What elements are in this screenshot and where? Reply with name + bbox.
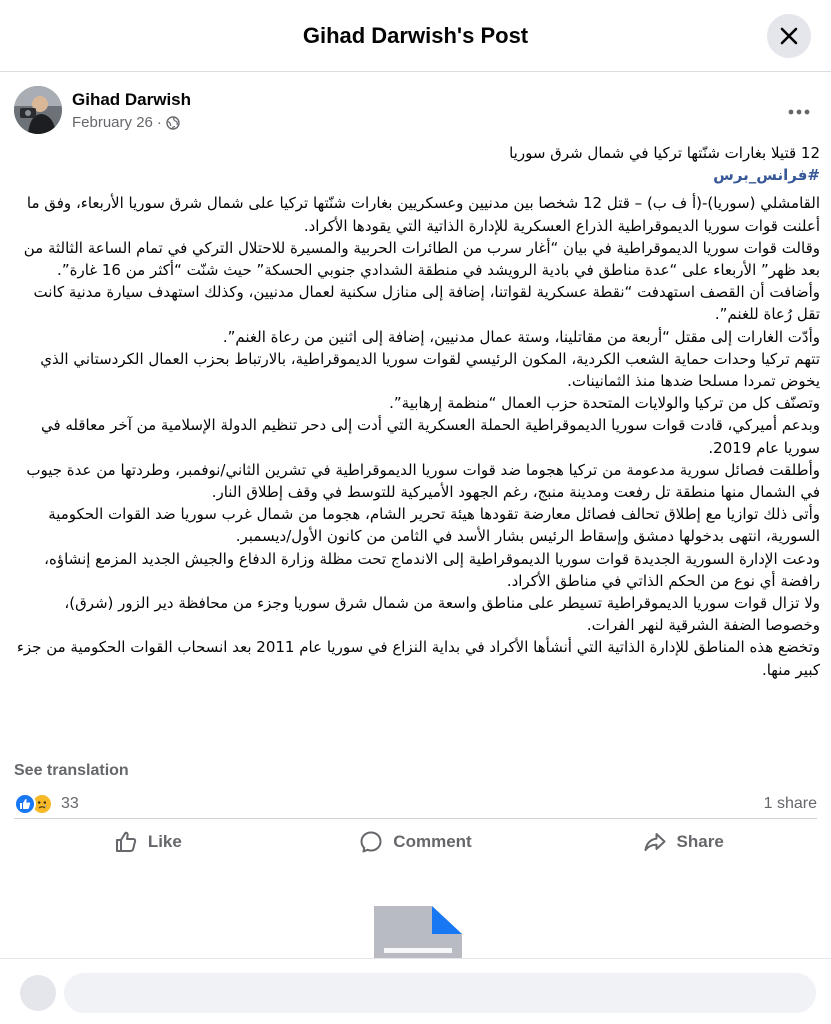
share-button[interactable] (549, 821, 817, 863)
post-headline: 12 قتيلا بغارات شنّتها تركيا في شمال شرق سوريا (509, 144, 820, 162)
modal-header (0, 0, 831, 72)
paragraph: تتهم تركيا وحدات حماية الشعب الكردية، المكون الرئيسي لقوات سوريا الديموقراطية، بالارتباط بحزب العمال الكردستاني الذي يخوض تمردا مسلحا ضدها منذ الثمانينات. (40, 349, 820, 391)
post-header (14, 86, 817, 138)
comment-button[interactable] (282, 821, 550, 863)
thumbs-up-icon (19, 798, 31, 810)
globe-icon (166, 116, 180, 130)
paragraph: وأضافت أن القصف استهدفت “نقطة عسكرية لقواتنا، إضافة إلى منازل سكنية لعمال مدنيين، وكذلك استهدف سيارة مدنية كانت تقل رُعاة للغنم”. (33, 283, 820, 324)
paragraph: وبدعم أميركي، قادت قوات سوريا الديموقراطية الحملة العسكرية التي أدت إلى دحر تنظيم الدولة الإسلامية من آخر معاقله في سوريا عام 2019. (40, 416, 820, 457)
like-icon (114, 830, 138, 854)
post-date[interactable]: February 26 (72, 114, 153, 131)
author-name[interactable]: Gihad Darwish (72, 90, 192, 109)
sad-face-icon (34, 796, 50, 812)
author-avatar[interactable] (14, 86, 62, 134)
close-button[interactable] (767, 14, 811, 58)
reactions-summary[interactable] (14, 792, 79, 816)
share-count[interactable]: 1 share (763, 795, 817, 812)
comment-label: Comment (393, 831, 472, 851)
share-icon (643, 830, 667, 854)
meta-separator: · (156, 114, 162, 131)
comment-icon (359, 830, 383, 854)
post-meta (72, 114, 180, 131)
like-label: Like (147, 831, 182, 851)
share-label: Share (676, 831, 724, 851)
paragraph: وقالت قوات سوريا الديموقراطية في بيان “أغار سرب من الطائرات الحربية والمسيرة للاحتلال التركي في تمام الساعة الثالثة من بعد ظهر” الأربعاء على “عدة مناطق في بادية الرويشد في منطقة الشدادي جنوبي الحسكة” حيث شنّت “أكثر من 16 غارة”. (23, 238, 820, 280)
like-button[interactable] (14, 821, 282, 863)
paragraph: ودعت الإدارة السورية الجديدة قوات سوريا الديموقراطية إلى الاندماج تحت مظلة وزارة الدفاع والجيش الجديد المزمع إنشاؤه، رافضة أي نوع من الحكم الذاتي في مناطق الأكراد. (44, 549, 820, 590)
more-horizontal-icon (788, 109, 810, 115)
paragraph: وأدّت الغارات إلى مقتل “أربعة من مقاتلينا، وستة عمال مدنيين، إضافة إلى اثنين من رعاة الغنم”. (222, 327, 820, 346)
paragraph: وأتى ذلك توازيا مع إطلاق تحالف فصائل معارضة تقودها هيئة تحرير الشام، هجوما من شمال غرب سوريا ضد القوات الحكومية السورية، انتهى بدخولها دمشق وإسقاط الرئيس بشار الأسد في الثامن من كانون الأول/ديسمبر. (48, 505, 820, 546)
modal-title: Gihad Darwish's Post (302, 22, 529, 48)
post-actions (14, 818, 817, 864)
paragraph: وتخضع هذه المناطق للإدارة الذاتية التي أنشأها الأكراد في بداية النزاع في سوريا عام 2011 بعد انسحاب القوات الحكومية من جزء كبير منها. (16, 638, 820, 679)
reaction-count: 33 (61, 795, 79, 812)
viewer-avatar (20, 975, 56, 1011)
like-reaction-icon (14, 793, 36, 815)
post-text (12, 142, 820, 681)
paragraph: وأطلقت فصائل سورية مدعومة من تركيا هجوما ضد قوات سوريا الديموقراطية في تشرين الثاني/نوفمبر، وطردتها من عدة جيوب في الشمال منها منطقة تل رفعت ومدينة منبج، رغم الجهود الأميركية للتوسط في وقف إطلاق النار. (26, 460, 820, 502)
hashtag-link[interactable]: #فرانس_برس (713, 166, 820, 185)
paragraph: ولا تزال قوات سوريا الديموقراطية تسيطر على مناطق واسعة من شمال شرق سوريا وجزء من محافظة دير الزور (شرق)، وخصوصا الضفة الشرقية لنهر الفرات. (64, 594, 820, 635)
paragraph: القامشلي (سوريا)-(أ ف ب) – قتل 12 شخصا بين مدنيين وعسكريين بغارات شنّتها تركيا على شمال شرق سوريا الأربعاء، وفق ما أعلنت قوات سوريا الديموقراطية الذراع العسكرية للإدارة الذاتية التي يقودها الأكراد. (26, 194, 820, 235)
more-options-button[interactable] (781, 94, 817, 130)
see-translation-link[interactable]: See translation (14, 762, 129, 779)
author-photo (14, 86, 62, 134)
comment-input[interactable] (64, 973, 816, 1013)
paragraph: وتصنّف كل من تركيا والولايات المتحدة حزب العمال “منظمة إرهابية”. (389, 394, 820, 413)
document-placeholder-icon (374, 906, 462, 960)
comment-composer (0, 958, 831, 1024)
close-icon (779, 26, 799, 46)
